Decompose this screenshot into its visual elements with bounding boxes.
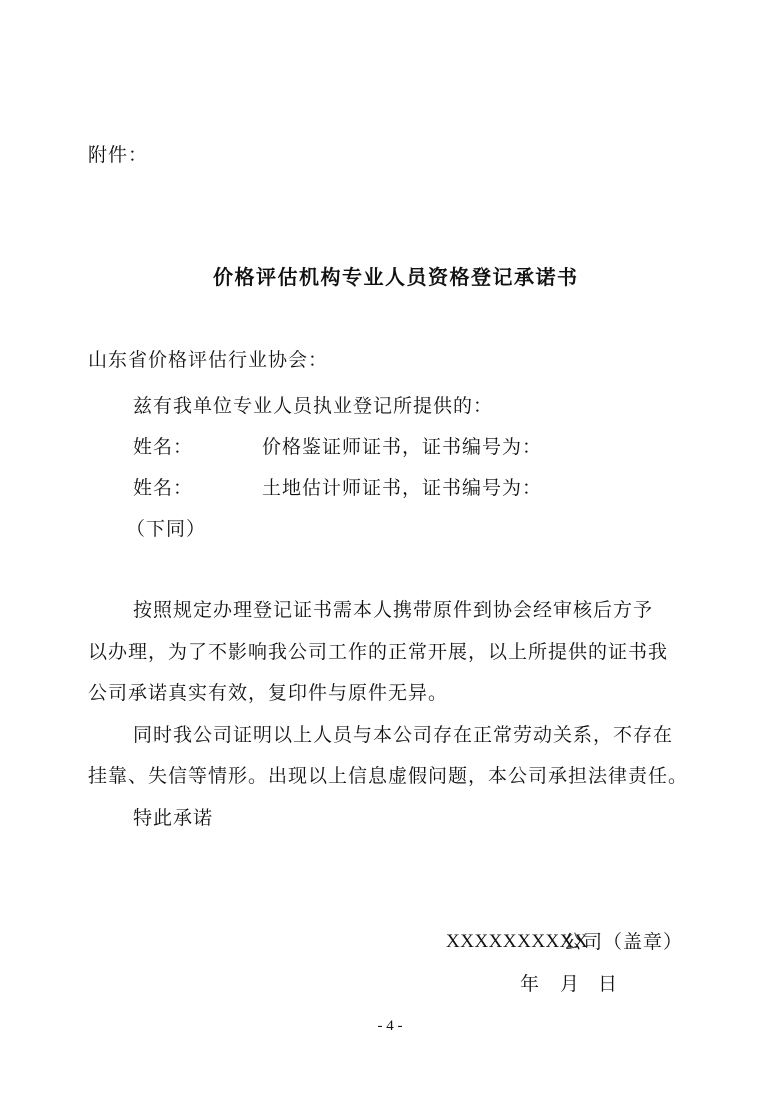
entry-name-label: 姓名：: [133, 436, 194, 458]
intro-line: 兹有我单位专业人员执业登记所提供的：: [133, 395, 494, 417]
entry-certificate: 土地估计师证书，证书编号为：: [262, 477, 543, 499]
paragraph1-line: 以办理，为了不影响我公司工作的正常开展，以上所提供的证书我: [88, 641, 669, 663]
paragraph2-line: 同时我公司证明以上人员与本公司存在正常劳动关系，不存在: [133, 724, 674, 746]
entry-certificate: 价格鉴证师证书，证书编号为：: [262, 436, 543, 458]
attachment-label: 附件：: [88, 144, 149, 166]
date-year: 年: [520, 973, 540, 995]
document-title: 价格评估机构专业人员资格登记承诺书: [213, 265, 579, 289]
date-month: 月: [560, 973, 580, 995]
paragraph1-line: 公司承诺真实有效，复印件与原件无异。: [88, 682, 449, 704]
addressee: 山东省价格评估行业协会：: [88, 349, 329, 371]
date-day: 日: [598, 973, 618, 995]
company-seal-suffix: 公司（盖章）: [563, 931, 684, 953]
page-number: - 4 -: [377, 1018, 403, 1034]
entry-name-label: 姓名：: [133, 477, 194, 499]
same-below-note: （下同）: [126, 518, 207, 540]
closing-line: 特此承诺: [133, 807, 214, 829]
paragraph1-line: 按照规定办理登记证书需本人携带原件到协会经审核后方予: [133, 599, 654, 621]
company-name-placeholder: XXXXXXXXXX: [446, 931, 589, 952]
paragraph2-line: 挂靠、失信等情形。出现以上信息虚假问题，本公司承担法律责任。: [88, 765, 689, 787]
